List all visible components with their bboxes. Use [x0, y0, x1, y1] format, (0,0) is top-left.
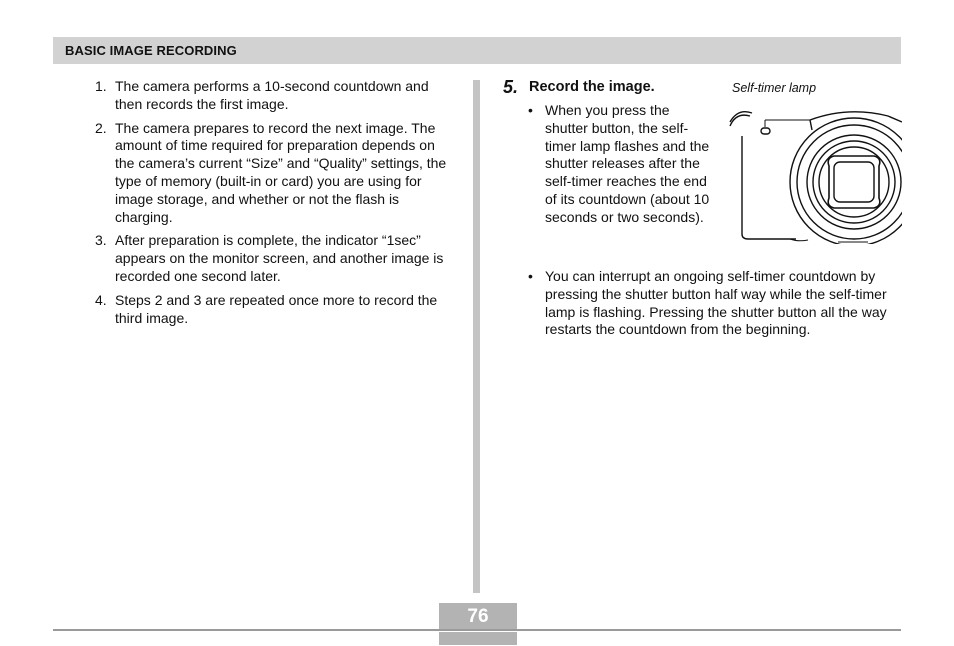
list-item-number: 1. — [95, 78, 107, 94]
page-number-base — [439, 632, 517, 645]
bullet-text: You can interrupt an ongoing self-timer countdown by pressing the shutter button half way while the self-timer lamp is flashing. Pressing the shutter button all the way restarts the countdown from the beginning. — [545, 268, 887, 338]
bullet-text: When you press the shutter button, the self-timer lamp flashes and the shutter releases after the self-timer reaches the end of its countdown (about 10 seconds or two seconds). — [545, 102, 710, 225]
column-divider — [473, 80, 480, 593]
list-item-number: 3. — [95, 232, 107, 249]
list-item-number: 2. — [95, 119, 107, 136]
list-item-text: The camera prepares to record the next image. The amount of time required for preparation depends on the camera’s current “Size” and “Quality” settings, the type of memory (built-in or card) you are using for image storage, and whether or not the flash is charging. — [115, 119, 447, 225]
step-title: Record the image. — [529, 79, 655, 95]
bullet-symbol: • — [528, 268, 533, 284]
page-number-box — [439, 603, 517, 645]
list-item-text: After preparation is complete, the indicator “1sec” appears on the monitor screen, and another image is recorded one second later. — [115, 232, 444, 284]
list-item-number: 4. — [95, 291, 107, 308]
list-item — [95, 232, 455, 285]
list-item — [95, 292, 455, 328]
list-item-text: Steps 2 and 3 are repeated once more to record the third image. — [115, 291, 438, 326]
bullet-item — [528, 268, 903, 339]
step-number: 5. — [503, 77, 519, 97]
list-item-text: The camera performs a 10-second countdown and then records the first image. — [115, 78, 429, 112]
list-item — [95, 78, 455, 114]
page-number: 76 — [467, 606, 489, 627]
camera-front-illustration — [728, 96, 902, 244]
left-column — [95, 78, 455, 333]
numbered-list — [95, 78, 455, 327]
section-header-bar — [53, 37, 901, 64]
self-timer-lamp-label: Self-timer lamp — [732, 81, 817, 95]
section-title: BASIC IMAGE RECORDING — [65, 43, 237, 58]
bullet-symbol: • — [528, 102, 533, 118]
list-item — [95, 120, 455, 227]
bullet-item — [528, 102, 713, 227]
